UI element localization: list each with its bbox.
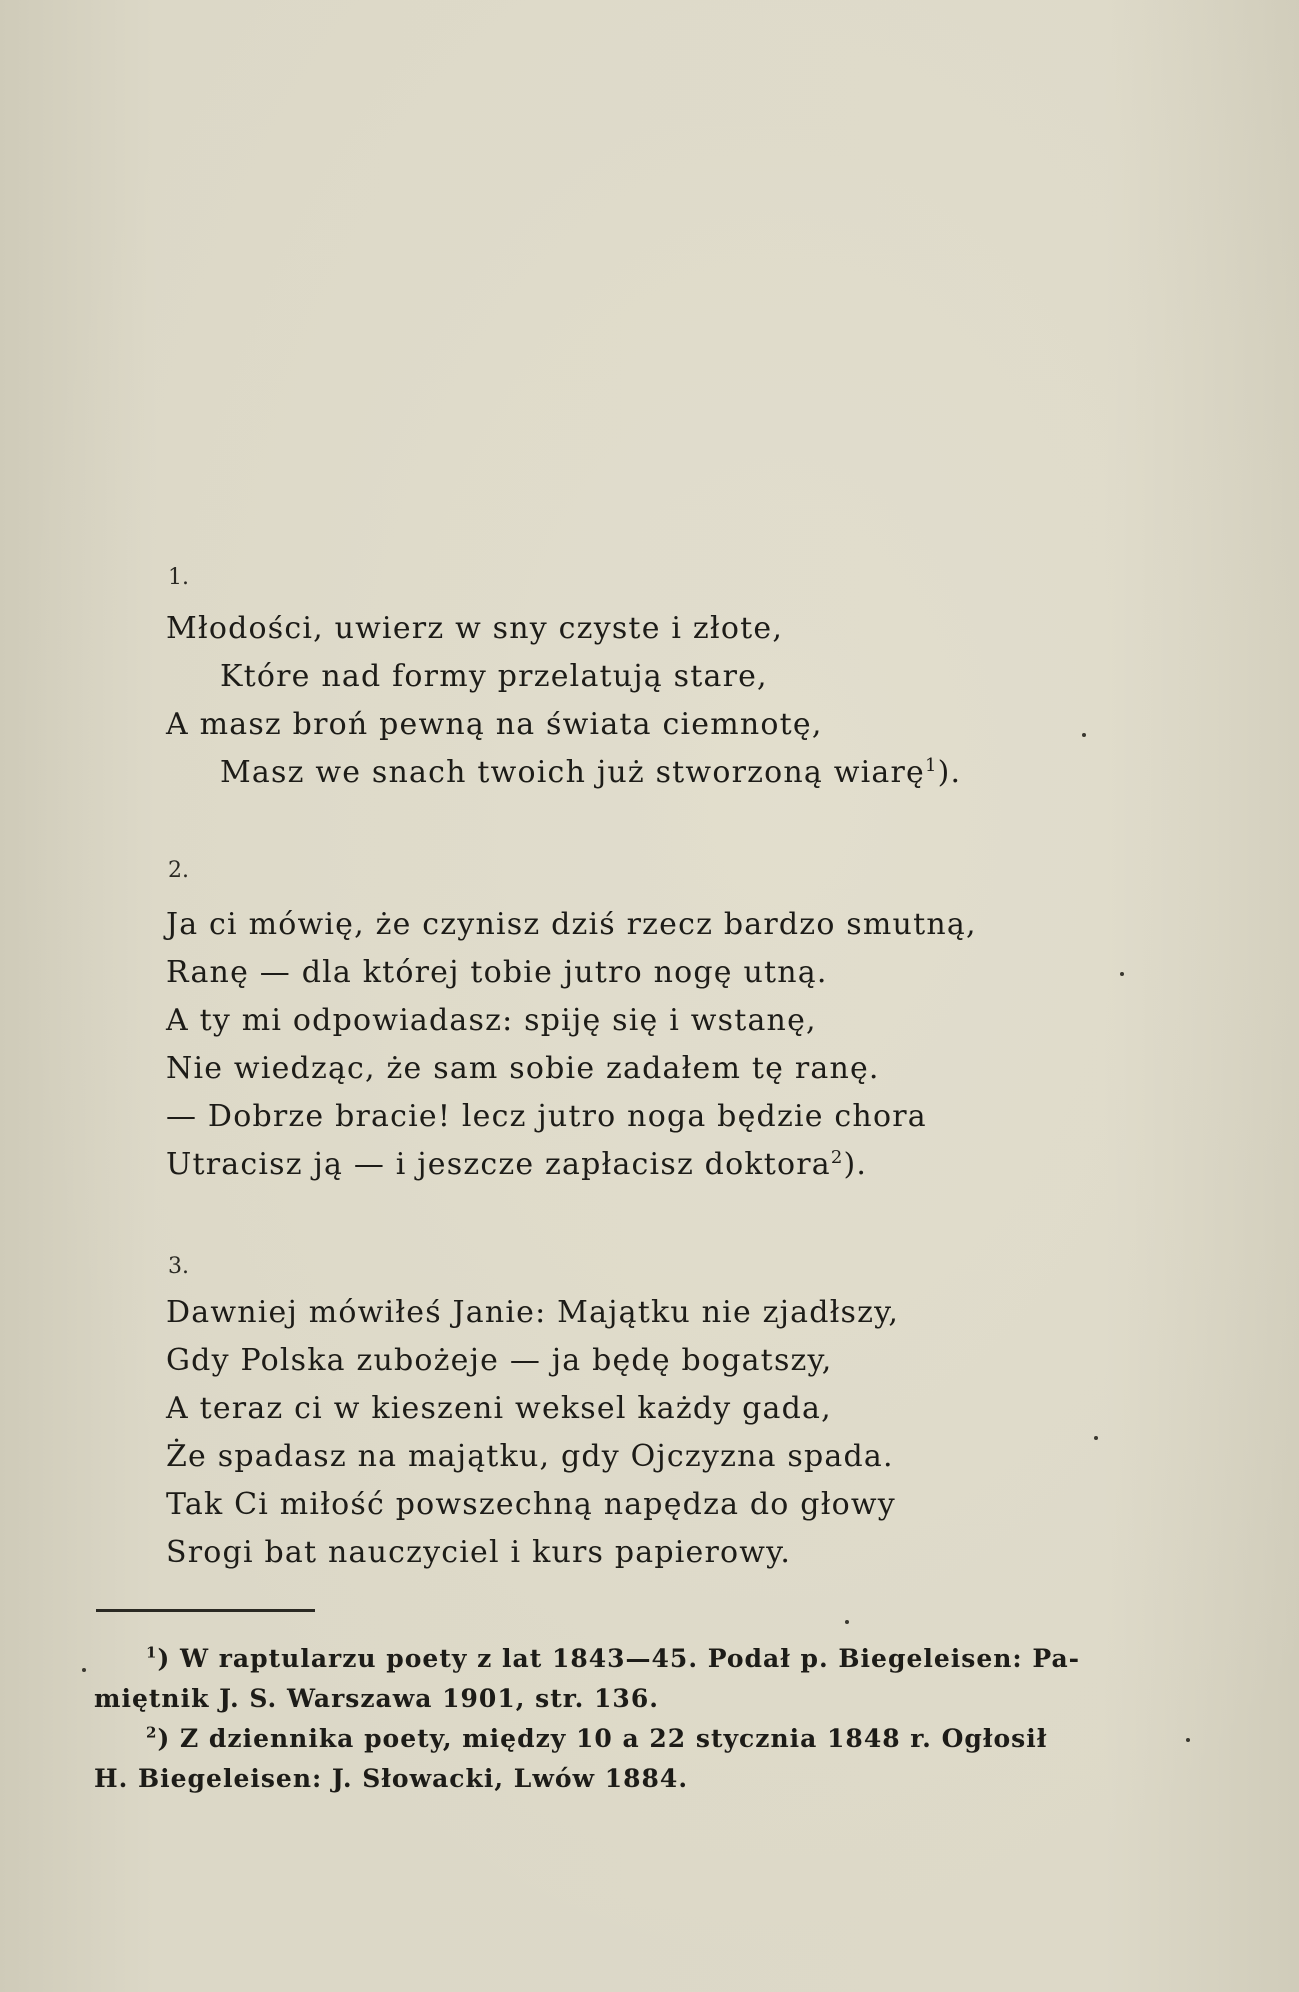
footnote-divider bbox=[96, 1609, 315, 1612]
footnote-ref-close: ). bbox=[843, 1147, 868, 1182]
stanza-number: 2. bbox=[168, 858, 189, 883]
footnote-line: H. Biegeleisen: J. Słowacki, Lwów 1884. bbox=[94, 1764, 689, 1793]
footnote-text: ) Z dziennika poety, między 10 a 22 stycznia 1848 r. Ogłosił bbox=[157, 1724, 1048, 1753]
stanza-number: 3. bbox=[168, 1254, 189, 1279]
verse-line: A ty mi odpowiadasz: spiję się i wstanę, bbox=[166, 1003, 817, 1038]
verse-text: Utracisz ją — i jeszcze zapłacisz doktora bbox=[166, 1147, 831, 1182]
ink-speck bbox=[1094, 1436, 1098, 1440]
footnote-mark: 2 bbox=[146, 1723, 158, 1742]
verse-line: — Dobrze bracie! lecz jutro noga będzie chora bbox=[166, 1099, 927, 1134]
ink-speck bbox=[845, 1620, 849, 1624]
footnote-ref-close: ). bbox=[937, 755, 962, 790]
footnote-line bbox=[146, 1724, 1047, 1753]
footnote-mark: 1 bbox=[146, 1643, 158, 1662]
verse-line: A masz broń pewną na świata ciemnotę, bbox=[166, 707, 823, 742]
footnote-line: miętnik J. S. Warszawa 1901, str. 136. bbox=[94, 1684, 659, 1713]
verse-line: Ja ci mówię, że czynisz dziś rzecz bardzo smutną, bbox=[166, 907, 977, 942]
footnote-ref: 2 bbox=[830, 1147, 844, 1168]
footnote-ref: 1 bbox=[924, 755, 938, 776]
verse-text: Masz we snach twoich już stworzoną wiarę bbox=[220, 755, 925, 790]
verse-line: Że spadasz na majątku, gdy Ojczyzna spada. bbox=[166, 1439, 894, 1474]
footnote-line bbox=[146, 1644, 1080, 1673]
verse-line: Nie wiedząc, że sam sobie zadałem tę ranę. bbox=[166, 1051, 880, 1086]
ink-speck bbox=[1082, 733, 1086, 737]
verse-line: Gdy Polska zubożeje — ja będę bogatszy, bbox=[166, 1343, 833, 1378]
verse-line: Dawniej mówiłeś Janie: Majątku nie zjadłszy, bbox=[166, 1295, 900, 1330]
verse-line: A teraz ci w kieszeni weksel każdy gada, bbox=[166, 1391, 832, 1426]
footnote-text: ) W raptularzu poety z lat 1843—45. Podał p. Biegeleisen: Pa- bbox=[157, 1644, 1081, 1673]
verse-line: Ranę — dla której tobie jutro nogę utną. bbox=[166, 955, 828, 990]
verse-line bbox=[220, 755, 961, 790]
verse-line bbox=[166, 1147, 867, 1182]
verse-line: Tak Ci miłość powszechną napędza do głowy bbox=[166, 1487, 896, 1522]
ink-speck bbox=[1186, 1738, 1190, 1742]
ink-speck bbox=[1120, 972, 1124, 976]
ink-speck bbox=[82, 1668, 86, 1672]
verse-line: Srogi bat nauczyciel i kurs papierowy. bbox=[166, 1535, 792, 1570]
stanza-number: 1. bbox=[168, 565, 189, 590]
verse-line: Które nad formy przelatują stare, bbox=[220, 659, 768, 694]
verse-line: Młodości, uwierz w sny czyste i złote, bbox=[166, 611, 784, 646]
